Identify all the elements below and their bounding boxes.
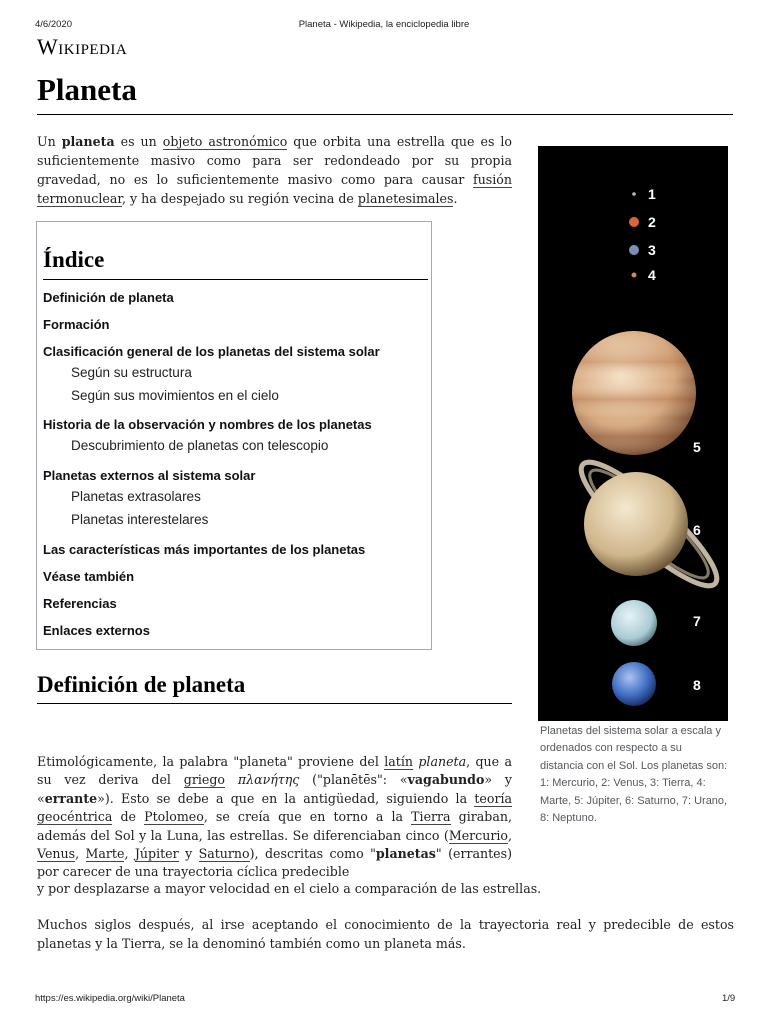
section-divider (37, 703, 512, 704)
planet-number-1: 1 (648, 186, 656, 202)
toc-item-enlaces[interactable]: Enlaces externos (43, 623, 150, 638)
link-teoria-geocentrica[interactable]: teoría geocéntrica (37, 790, 512, 825)
earth (629, 245, 639, 255)
image-caption: Planetas del sistema solar a escala y ordenados con respecto a su distancia con el Sol. Los planetas son: 1: Mercurio, 2: Venus, 3: Tierra, 4: Marte, 5: Júpiter, 6: Saturno, 7: Urano, 8: Neptuno. (540, 725, 728, 825)
link-saturno[interactable]: Saturno (198, 846, 250, 862)
toc-item-historia[interactable]: Historia de la observación y nombres de los planetas (43, 417, 372, 432)
planet-number-6: 6 (693, 522, 701, 538)
history-paragraph: Muchos siglos después, al irse aceptando el conocimiento de la trayectoria real y predecible de estos planetas y la Tierra, se la denominó también como un planeta más. (37, 917, 734, 951)
toc-item-caracteristicas[interactable]: Las características más importantes de los planetas (43, 542, 366, 557)
link-tierra[interactable]: Tierra (411, 809, 451, 825)
link-planetesimales[interactable]: planetesimales (357, 191, 454, 206)
toc-item-clasificacion[interactable]: Clasificación general de los planetas del sistema solar (43, 344, 380, 359)
print-url: https://es.wikipedia.org/wiki/Planeta (35, 993, 185, 1004)
toc-subitem-movimientos[interactable]: Según sus movimientos en el cielo (71, 388, 279, 403)
link-objeto-astronomico[interactable]: objeto astronómico (162, 134, 288, 149)
toc-subitem-interestelares[interactable]: Planetas interestelares (71, 512, 209, 527)
definition-paragraph: Etimológicamente, la palabra "planeta" proviene del latín planeta, que a su vez deriva del griego πλανήτης ("planētēs": «vagabundo» y «errante»). Esto se debe a que en la antigüedad, siguiendo la teoría geocéntrica de Ptolomeo, se creía que en torno a la Tierra giraban, además del Sol y la Luna, las estrellas. Se diferenciaban cinco (Mercurio, Venus, Marte, Júpiter y Saturno), descritas como "planetas" (errantes) por carecer de una trayectoria cíclica predecible (37, 754, 512, 880)
page-title: Planeta (37, 72, 137, 107)
planet-number-3: 3 (648, 242, 656, 258)
section-heading-definicion: Definición de planeta (37, 672, 246, 697)
table-of-contents (36, 221, 432, 650)
toc-item-formacion[interactable]: Formación (43, 317, 110, 332)
print-title: Planeta - Wikipedia, la enciclopedia libre (298, 19, 470, 30)
link-ptolomeo[interactable]: Ptolomeo (144, 809, 204, 825)
solar-system-image[interactable] (538, 146, 728, 721)
venus (629, 217, 639, 227)
planet-number-2: 2 (648, 214, 656, 230)
saturn (568, 448, 728, 600)
mars (632, 273, 637, 278)
toc-subitem-telescopio[interactable]: Descubrimiento de planetas con telescopio (71, 438, 329, 453)
neptune (612, 662, 656, 706)
print-date: 4/6/2020 (35, 19, 72, 30)
planet-number-4: 4 (648, 267, 656, 283)
print-page-number: 1/9 (722, 993, 736, 1004)
toc-subitem-estructura[interactable]: Según su estructura (71, 365, 192, 380)
link-jupiter[interactable]: Júpiter (134, 846, 179, 862)
link-venus[interactable]: Venus (37, 846, 76, 862)
toc-item-referencias[interactable]: Referencias (43, 596, 117, 611)
link-fusion-termonuclear[interactable]: fusión termonuclear (37, 172, 512, 206)
toc-item-externos[interactable]: Planetas externos al sistema solar (43, 468, 256, 483)
uranus (611, 600, 657, 646)
link-mercurio[interactable]: Mercurio (448, 827, 508, 843)
title-divider (37, 114, 733, 115)
link-griego[interactable]: griego (183, 772, 225, 788)
toc-divider (43, 279, 428, 280)
link-latin[interactable]: latín (384, 754, 413, 769)
link-marte[interactable]: Marte (85, 846, 125, 862)
mercury (632, 192, 636, 196)
toc-item-vease-tambien[interactable]: Véase también (43, 569, 135, 584)
jupiter (572, 331, 696, 455)
planet-number-8: 8 (693, 677, 701, 693)
toc-item-definicion[interactable]: Definición de planeta (43, 290, 174, 305)
wikipedia-logo[interactable]: Wikipedia (37, 34, 128, 59)
toc-title: Índice (43, 247, 105, 272)
toc-subitem-extrasolares[interactable]: Planetas extrasolares (71, 489, 201, 504)
planets-illustration (538, 146, 728, 721)
intro-paragraph: Un planeta es un objeto astronómico que orbita una estrella que es lo suficientemente masivo como para ser redondeado por su propia gravedad, no es lo suficientemente masivo como para causar fusión termonuclear, y ha despejado su región vecina de planetesimales. (37, 134, 512, 206)
planet-number-7: 7 (693, 613, 701, 629)
planet-number-5: 5 (693, 439, 701, 455)
definition-paragraph-end: y por desplazarse a mayor velocidad en el cielo a comparación de las estrellas. (37, 881, 542, 896)
